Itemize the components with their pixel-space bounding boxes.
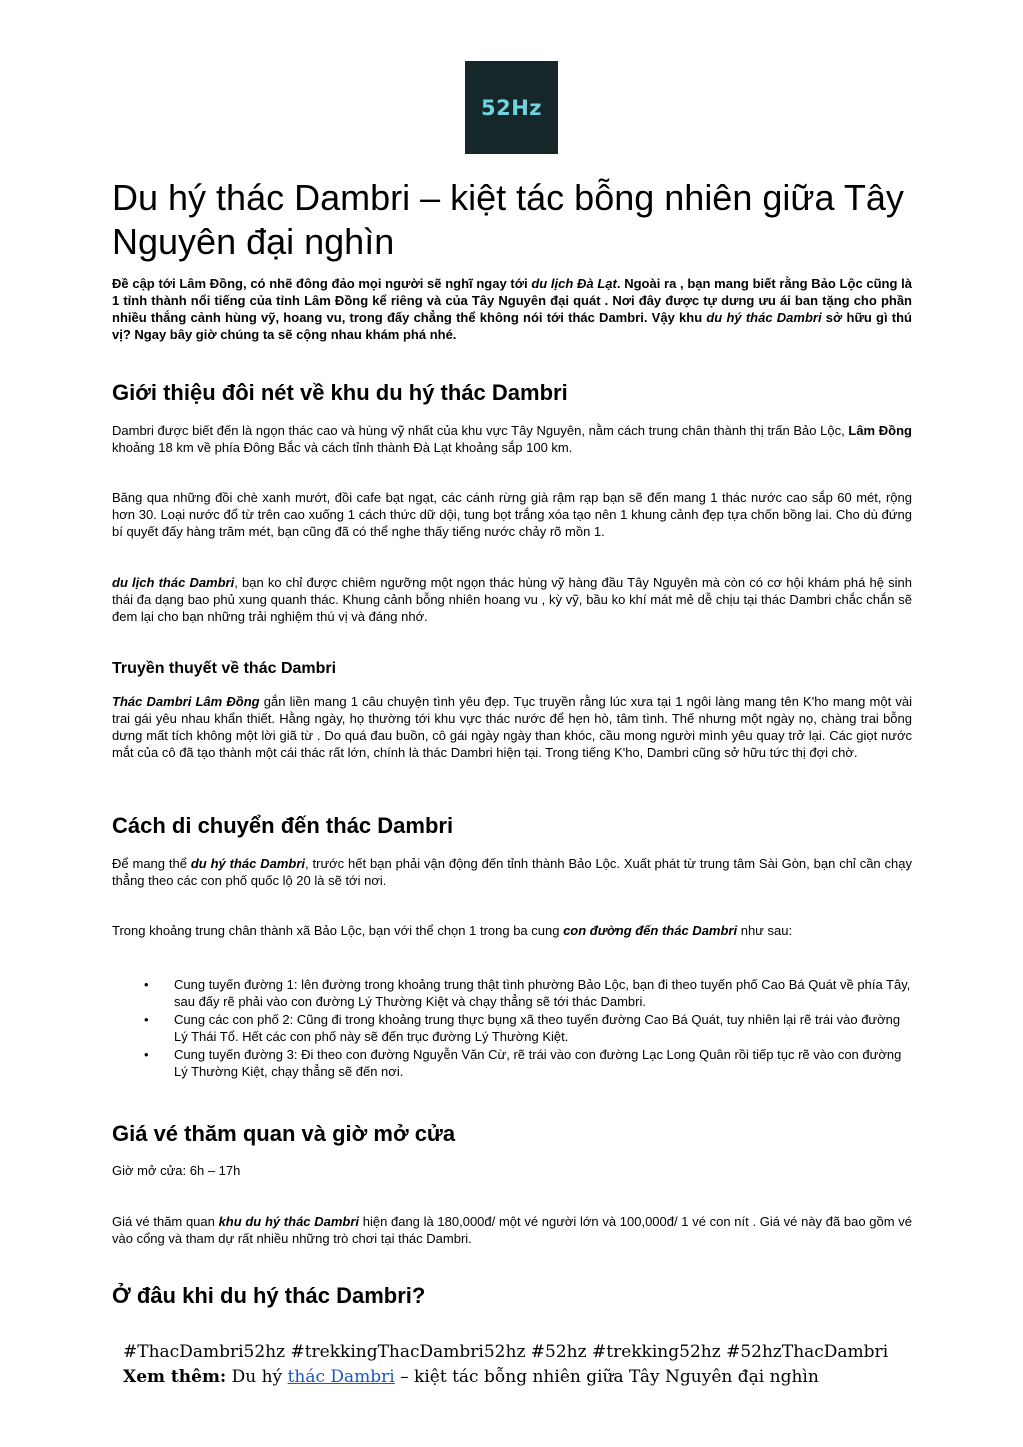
paragraph-text: Để mang thể <box>112 856 191 871</box>
section-paragraph <box>112 422 912 456</box>
paragraph-text: Trong khoảng trung chân thành xã Bảo Lộc, bạn với thể chọn 1 trong ba cung <box>112 923 564 938</box>
paragraph-text: khoảng 18 km về phía Đông Bắc và cách tỉnh thành Đà Lạt khoảng sắp 100 km. <box>112 440 573 455</box>
paragraph-text: , trước hết bạn phải vận động đến tỉnh thành Bảo Lộc. Xuất phát từ trung tâm Sài Gòn, bạn chỉ cần chạy thẳng theo các con phố quốc lộ 20 là sẽ tới nơi. <box>112 856 912 888</box>
list-item-text: Cung tuyến đường 3: Đi theo con đường Nguyễn Văn Cừ, rẽ trái vào con đường Lạc Long Quân rồi tiếp tục rẽ vào con đường Lý Thường Kiệt, chạy thẳng sẽ đến nơi. <box>174 1047 902 1079</box>
bullet-marker: • <box>144 977 149 992</box>
intro-emphasis: du hý thác Dambri <box>706 310 822 325</box>
paragraph-text: , bạn ko chỉ được chiêm ngưỡng một ngọn thác hùng vỹ hàng đầu Tây Nguyên mà còn có cơ hội khám phá hệ sinh thái đa dạng bao phủ xung quanh thác. Khung cảnh bỗng nhiên hoang vu , kỳ vỹ, bầu ko khí mát mẻ dễ chịu tại thác Dambri chắc chắn sẽ đem lại cho bạn những trải nghiệm thú vị và đáng nhớ. <box>112 575 912 624</box>
paragraph-text: Dambri được biết đến là ngọn thác cao và hùng vỹ nhất của khu vực Tây Nguyên, nằm cách trung chân thành thị trấn Bảo Lộc, <box>112 423 849 438</box>
logo-text: 52Hz <box>480 95 543 120</box>
section-paragraph <box>112 574 912 625</box>
section-paragraph <box>112 1213 912 1247</box>
footer-block <box>123 1340 903 1390</box>
article-title: Du hý thác Dambri – kiệt tác bỗng nhiên giữa Tây Nguyên đại nghìn <box>112 177 904 262</box>
paragraph-bold: Lâm Đồng <box>848 423 912 438</box>
opening-hours: Giờ mở cửa: 6h – 17h <box>112 1163 241 1178</box>
subsection-heading-legend: Truyền thuyết về thác Dambri <box>112 660 337 677</box>
bullet-marker: • <box>144 1012 149 1027</box>
hashtag-line: #ThacDambri52hz #trekkingThacDambri52hz #52hz #trekking52hz #52hzThacDambri <box>123 1342 889 1362</box>
section-heading-tickets: Giá vé thăm quan và giờ mở cửa <box>112 1121 456 1146</box>
section-heading-intro: Giới thiệu đôi nét về khu du hý thác Dambri <box>112 380 568 405</box>
brand-logo <box>465 61 558 154</box>
paragraph-emphasis: khu du hý thác Dambri <box>218 1214 360 1229</box>
list-item <box>112 976 912 1010</box>
see-more-text: – kiệt tác bỗng nhiên giữa Tây Nguyên đại nghìn <box>394 1367 819 1387</box>
intro-paragraph <box>112 275 912 343</box>
list-item <box>112 1046 912 1080</box>
section-paragraph <box>112 855 912 889</box>
see-more-line <box>123 1365 903 1390</box>
paragraph-emphasis: Thác Dambri Lâm Đồng <box>112 694 260 709</box>
section-paragraph: Băng qua những đồi chè xanh mướt, đồi cafe bạt ngạt, các cánh rừng già rậm rạp bạn sẽ đến mang 1 thác nước cao sắp 60 mét, rộng hơn 30. Loại nước đổ từ trên cao xuống 1 cách thức dữ dội, tung bọt trắng xóa tạo nên 1 khung cảnh đẹp tựa chốn bồng lai. Cho dù đứng bí quyết đấy hàng trăm mét, bạn cũng đã có thể nghe thấy tiếng nước chảy rõ mồn 1. <box>112 490 912 539</box>
paragraph-emphasis: du hý thác Dambri <box>190 856 306 871</box>
list-item-text: Cung tuyến đường 1: lên đường trong khoảng trung thật tình phường Bảo Lộc, bạn đi theo tuyến phố Cao Bá Quát về phía Tây, sau đấy rẽ phải vào con đường Lý Thường Kiệt và chạy thẳng sẽ tới thác Dambri. <box>174 977 911 1009</box>
intro-text: sở hữu gì thú vị? Ngay bây giờ chúng ta sẽ cộng nhau khám phá nhé. <box>112 310 912 342</box>
bullet-marker: • <box>144 1047 149 1062</box>
paragraph-text: như sau: <box>737 923 793 938</box>
legend-paragraph <box>112 693 912 761</box>
see-more-label: Xem thêm: <box>123 1367 227 1387</box>
see-more-link[interactable]: thác Dambri <box>287 1367 395 1387</box>
intro-emphasis: du lịch Đà Lạt <box>531 276 617 291</box>
paragraph-emphasis: con đường đến thác Dambri <box>563 923 738 938</box>
section-heading-travel: Cách di chuyển đến thác Dambri <box>112 813 454 838</box>
paragraph-text: gắn liền mang 1 câu chuyện tình yêu đẹp. Tục truyền rằng lúc xưa tại 1 ngôi làng mang tên K'ho mang một vài trai gái yêu nhau khẩn thiết. Hằng ngày, họ thường tới khu vực thác nước để hẹn hò, tâm tình. Thế nhưng một ngày nọ, chàng trai bỗng dưng mất tích không một lời giã từ . Do quá đau buồn, cô gái ngày ngày than khóc, cầu mong người mình yêu quay trở lại. Các giọt nước mắt của cô đã tạo thành một cái thác rất lớn, chính là thác Dambri hiện tại. Trong tiếng K'ho, Dambri cũng sở hữu tức thị đợi chờ. <box>112 694 912 760</box>
paragraph-text: Giá vé thăm quan <box>112 1214 219 1229</box>
paragraph-emphasis: du lịch thác Dambri <box>112 575 235 590</box>
list-item-text: Cung các con phố 2: Cũng đi trong khoảng trung thực bụng xã theo tuyến đường Cao Bá Quát, tuy nhiên lại rẽ trái vào đường Lý Thái Tổ. Hết các con phố này sẽ đến trục đường Lý Thường Kiệt. <box>174 1012 901 1044</box>
intro-text: . Ngoài ra , bạn mang biết rằng Bảo Lộc cũng là 1 tỉnh thành nổi tiếng của tỉnh Lâm Đồng kể riêng và của Tây Nguyên đại quát . Nơi đây được tự dưng ưu ái ban tặng cho phần nhiều thắng cảnh hùng vỹ, hoang vu, trong đấy chẳng thể không nói tới thác Dambri. Vậy khu <box>112 276 912 325</box>
route-list <box>112 976 912 1081</box>
paragraph-text: hiện đang là 180,000đ/ một vé người lớn và 100,000đ/ 1 vé con nít . Giá vé này đã bao gồm vé vào cổng và tham dự rất nhiều những trò chơi tại thác Dambri. <box>112 1214 912 1246</box>
list-item <box>112 1011 912 1045</box>
section-paragraph <box>112 922 912 939</box>
intro-text: Đề cập tới Lâm Đồng, có nhẽ đông đảo mọi người sẽ nghĩ ngay tới <box>112 276 532 291</box>
section-heading-stay: Ở đâu khi du hý thác Dambri? <box>112 1283 426 1308</box>
see-more-text: Du hý <box>226 1367 288 1387</box>
